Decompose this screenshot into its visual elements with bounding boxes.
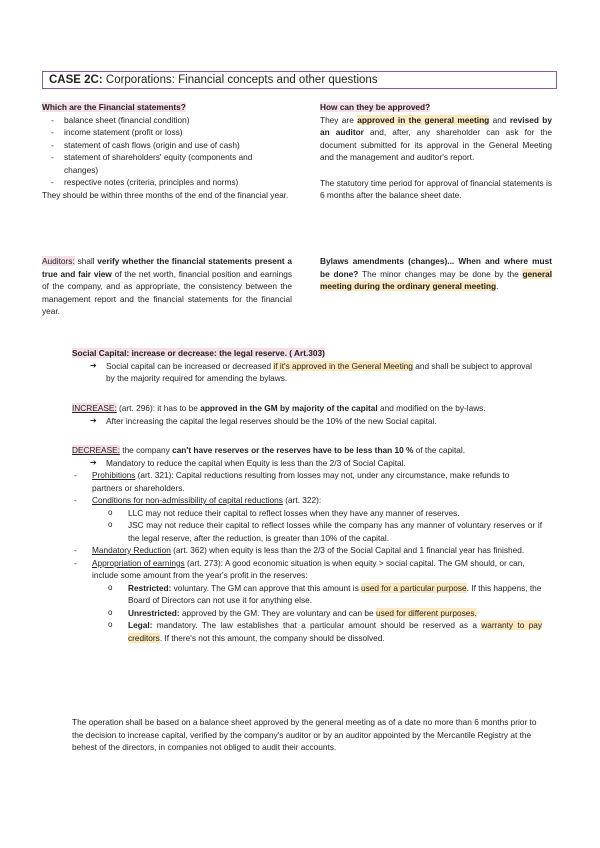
- decrease-section: [72, 444, 542, 644]
- social-capital-section: [72, 347, 542, 385]
- mandatory-reduction-item: - Mandatory Reduction (art. 362) when equity is less than the 2/3 of the Social Capital and 1 financial year has finished.: [72, 544, 542, 557]
- page-title: CASE 2C: Corporations: Financial concepts and other questions: [42, 71, 557, 89]
- appropriation-item: - Appropriation of earnings (art. 273): A good economic situation is when equity > social capital. The GM should, or can, include some amount from the year's profit in the reserves:: [72, 557, 542, 582]
- condition-llc: o LLC may not reduce their capital to reflect losses when they have any manner of reserves.: [72, 507, 542, 520]
- auditors-section: Auditors: shall verify whether the financial statements present a true and fair view of the net worth, financial position and earnings of the company, and as appropriate, the consistency between the management report and the financial statements for the financial year.: [42, 256, 292, 316]
- social-capital-rule: ➔ Social capital can be increased or decreased if it's approved in the General Meeting and shall be subject to approval by the majority required for amending the bylaws.: [72, 360, 542, 385]
- bylaws-section: Bylaws amendments (changes)... When and where must be done? The minor changes may be done by the general meeting during the ordinary general meeting.: [320, 256, 552, 291]
- increase-section: [72, 402, 542, 427]
- increase-paragraph: INCREASE: (art. 296): it has to be approved in the GM by majority of the capital and modified on the by-laws.: [72, 403, 486, 413]
- increase-note: ➔ After increasing the capital the legal reserves should be the 10% of the new Social capital.: [72, 415, 542, 428]
- list-item: - balance sheet (financial condition): [42, 114, 300, 127]
- legal-item: o Legal: mandatory. The law establishes that a particular amount should be reserved as a warranty to pay creditors. If there's not this amount, the company should be dissolved.: [72, 619, 542, 644]
- approval-paragraph: They are approved in the general meeting and revised by an auditor and, after, any shareholder can ask for the document submitted for its approval in the General Meeting and the management and auditor's report.: [320, 114, 552, 162]
- condition-jsc: o JSC may not reduce their capital to reflect losses while the company has any manner of voluntary reserves or if the legal reserve, after the reduction, is greater than 10% of the capital.: [72, 519, 542, 544]
- prohibitions-item: - Prohibitions (art. 321): Capital reductions resulting from losses may not, under any circumstance, make refunds to partners or shareholders.: [72, 469, 542, 494]
- list-item: - statement of cash flows (origin and use of cash): [42, 139, 300, 152]
- unrestricted-item: o Unrestricted: approved by the GM. They are voluntary and can be used for different purposes.: [72, 607, 542, 620]
- financial-statements-list: [42, 114, 300, 189]
- approval-heading: How can they be approved?: [320, 102, 431, 112]
- decrease-note: ➔ Mandatory to reduce the capital when Equity is less than the 2/3 of Social Capital.: [72, 457, 542, 470]
- decrease-paragraph: DECREASE: the company can't have reserves or the reserves have to be less than 10 % of the capital.: [72, 445, 466, 455]
- social-capital-heading: Social Capital: increase or decrease: the legal reserve. ( Art.303): [72, 348, 325, 358]
- financial-statements-footer: They should be within three months of the end of the financial year.: [42, 189, 289, 200]
- financial-statements-heading: Which are the Financial statements?: [42, 102, 186, 112]
- closing-paragraph: The operation shall be based on a balance sheet approved by the general meeting as of a date no more than 6 months prior to the decision to increase capital, verified by the company's auditor or by an auditor appointed by the Mercantile Registry at the behest of the directors, in companies not obliged to audit their accounts.: [72, 717, 537, 752]
- financial-statements-section: [42, 101, 300, 201]
- list-item: - respective notes (criteria, principles and norms): [42, 176, 300, 189]
- restricted-item: o Restricted: voluntary. The GM can approve that this amount is used for a particular purpose. If this happens, the Board of Directors can not use it for anything else.: [72, 582, 542, 607]
- approval-period-paragraph: The statutory time period for approval of financial statements is 6 months after the balance sheet date.: [320, 177, 552, 200]
- conditions-item: - Conditions for non-admissibility of capital reductions (art. 322):: [72, 494, 542, 507]
- list-item: - statement of shareholders' equity (components and changes): [42, 151, 282, 176]
- approval-section: [320, 101, 552, 202]
- list-item: - income statement (profit or loss): [42, 126, 300, 139]
